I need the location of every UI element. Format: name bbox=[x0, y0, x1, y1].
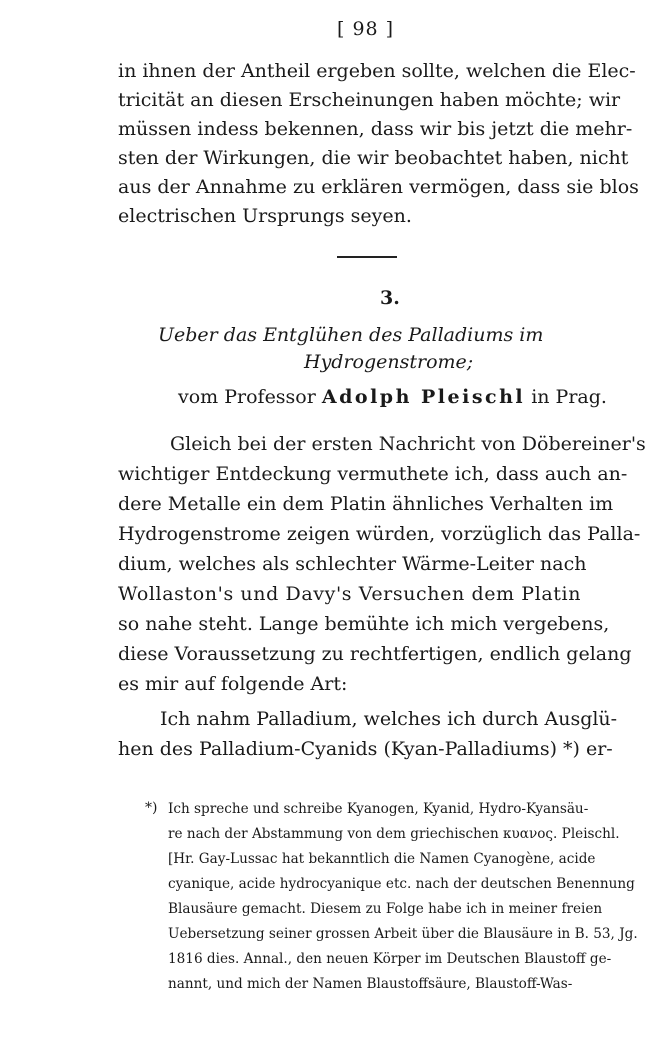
author-line bbox=[178, 386, 607, 408]
text-line: müssen indess bekennen, dass wir bis jetzt die mehr- bbox=[118, 118, 633, 140]
text-line: dium, welches als schlechter Wärme-Leiter nach bbox=[118, 553, 587, 575]
text-line: Wollaston's und Davy's Versuchen dem Platin bbox=[118, 583, 582, 605]
author-prefix: vom Professor bbox=[178, 386, 316, 408]
author-name: Adolph Pleischl bbox=[321, 386, 526, 408]
footnote-line: cyanique, acide hydrocyanique etc. nach der deutschen Benennung bbox=[168, 876, 635, 892]
text-line: tricität an diesen Erscheinungen haben möchte; wir bbox=[118, 89, 621, 111]
text-line: es mir auf folgende Art: bbox=[118, 673, 348, 695]
text-line: wichtiger Entdeckung vermuthete ich, dass auch an- bbox=[118, 463, 628, 485]
footnote-line: Uebersetzung seiner grossen Arbeit über die Blausäure in B. 53, Jg. bbox=[168, 926, 638, 942]
article-title-cont: Hydrogenstrome; bbox=[304, 351, 474, 373]
footnote-line: re nach der Abstammung von dem griechischen κυανος. Pleischl. bbox=[168, 826, 620, 842]
text-line: electrischen Ursprungs seyen. bbox=[118, 205, 412, 227]
text-line: Hydrogenstrome zeigen würden, vorzüglich das Palla- bbox=[118, 523, 641, 545]
footnote-line: Blausäure gemacht. Diesem zu Folge habe ich in meiner freien bbox=[168, 901, 603, 917]
section-number: 3. bbox=[380, 287, 400, 309]
footnote-marker: *) bbox=[145, 800, 158, 816]
text-line: diese Voraussetzung zu rechtfertigen, endlich gelang bbox=[118, 643, 632, 665]
footnote-line: 1816 dies. Annal., den neuen Körper im Deutschen Blaustoff ge- bbox=[168, 951, 612, 967]
footnote-line: nannt, und mich der Namen Blaustoffsäure, Blaustoff-Was- bbox=[168, 976, 573, 992]
footnote-line: Ich spreche und schreibe Kyanogen, Kyanid, Hydro-Kyansäu- bbox=[168, 801, 589, 817]
text-line: Ich nahm Palladium, welches ich durch Ausglü- bbox=[160, 708, 618, 730]
text-line: sten der Wirkungen, die wir beobachtet haben, nicht bbox=[118, 147, 629, 169]
text-line: in ihnen der Antheil ergeben sollte, welchen die Elec- bbox=[118, 60, 636, 82]
page-number: [ 98 ] bbox=[337, 18, 395, 40]
text-line: aus der Annahme zu erklären vermögen, dass sie blos bbox=[118, 176, 639, 198]
section-divider bbox=[337, 256, 397, 258]
text-line: dere Metalle ein dem Platin ähnliches Verhalten im bbox=[118, 493, 614, 515]
text-line: so nahe steht. Lange bemühte ich mich vergebens, bbox=[118, 613, 610, 635]
footnote-line: [Hr. Gay-Lussac hat bekanntlich die Namen Cyanogène, acide bbox=[168, 851, 596, 867]
text-line: hen des Palladium-Cyanids (Kyan-Palladiums) *) er- bbox=[118, 738, 613, 760]
article-title: Ueber das Entglühen des Palladiums im bbox=[158, 324, 544, 346]
text-line: Gleich bei der ersten Nachricht von Döbereiner's bbox=[170, 433, 646, 455]
author-suffix: in Prag. bbox=[531, 386, 607, 408]
